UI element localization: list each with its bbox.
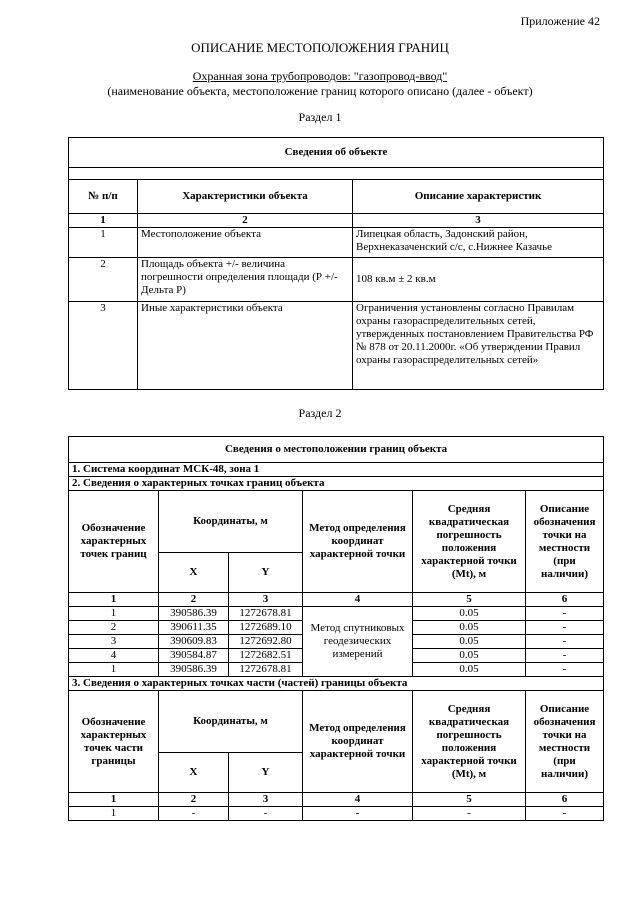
- table-row: [69, 228, 604, 258]
- row-characteristic: Площадь объекта +/- величина погрешности определения площади (Р +/- Дельта Р): [138, 258, 353, 302]
- part-point-descr: -: [526, 807, 604, 821]
- part-point-number: 1: [69, 807, 159, 821]
- table-row: [69, 607, 604, 621]
- num-cell: 1: [69, 214, 138, 228]
- point-descr: -: [526, 621, 604, 635]
- num-cell: 3: [229, 593, 303, 607]
- part-point-method: -: [303, 807, 413, 821]
- col-point-header: Обозначение характерных точек границ: [69, 491, 159, 593]
- table-row: [69, 807, 604, 821]
- point-descr: -: [526, 607, 604, 621]
- col-x-header: X: [159, 553, 229, 593]
- point-descr: -: [526, 649, 604, 663]
- num-cell: 6: [526, 593, 604, 607]
- point-error: 0.05: [413, 607, 526, 621]
- row-description: Липецкая область, Задонский район, Верхнеказаченский с/с, с.Нижнее Казачье: [353, 228, 604, 258]
- col-number-header: № п/п: [69, 180, 138, 214]
- point-descr: -: [526, 663, 604, 677]
- num-cell: 2: [138, 214, 353, 228]
- boundary-table-title: Сведения о местоположении границ объекта: [69, 437, 604, 463]
- point-error: 0.05: [413, 663, 526, 677]
- col-part-point-header: Обозначение характерных точек части границы: [69, 691, 159, 793]
- page-title: ОПИСАНИЕ МЕСТОПОЛОЖЕНИЯ ГРАНИЦ: [191, 40, 449, 55]
- row-description: 108 кв.м ± 2 кв.м: [353, 258, 604, 302]
- point-number: 1: [69, 607, 159, 621]
- table-row: [69, 258, 604, 302]
- point-number: 4: [69, 649, 159, 663]
- point-x: 390586.39: [159, 607, 229, 621]
- point-number: 1: [69, 663, 159, 677]
- col-descr-header: Описание обозначения точки на местности (при наличии): [526, 691, 604, 793]
- point-error: 0.05: [413, 649, 526, 663]
- point-number: 3: [69, 635, 159, 649]
- col-error-header: Средняя квадратическая погрешность положения характерной точки (Mt), м: [413, 491, 526, 593]
- method-cell: Метод спутниковых геодезических измерений: [303, 607, 413, 677]
- num-cell: 2: [159, 793, 229, 807]
- col-y-header: Y: [229, 753, 303, 793]
- row-number: 1: [69, 228, 138, 258]
- col-y-header: Y: [229, 553, 303, 593]
- col-coords-header: Координаты, м: [159, 491, 303, 553]
- col-x-header: X: [159, 753, 229, 793]
- row-description: Ограничения установлены согласно Правилам охраны газораспределительных сетей, утвержденных постановлением Правительства РФ № 878 от 20.11.2000г. «Об утверждении Правил охраны газораспределительных сетей»: [353, 302, 604, 390]
- section1-heading: Раздел 1: [298, 110, 342, 124]
- point-y: 1272682.51: [229, 649, 303, 663]
- part-point-error: -: [413, 807, 526, 821]
- col-coords-header: Координаты, м: [159, 691, 303, 753]
- col-descr-header: Описание обозначения точки на местности (при наличии): [526, 491, 604, 593]
- num-cell: 5: [413, 793, 526, 807]
- point-y: 1272692.80: [229, 635, 303, 649]
- col-method-header: Метод определения координат характерной точки: [303, 491, 413, 593]
- num-cell: 5: [413, 593, 526, 607]
- num-cell: 1: [69, 793, 159, 807]
- num-cell: 6: [526, 793, 604, 807]
- point-descr: -: [526, 635, 604, 649]
- point-x: 390611.35: [159, 621, 229, 635]
- row-number: 2: [69, 258, 138, 302]
- col-description-header: Описание характеристик: [353, 180, 604, 214]
- col-error-header: Средняя квадратическая погрешность положения характерной точки (Mt), м: [413, 691, 526, 793]
- spacer-row: [69, 168, 604, 180]
- point-error: 0.05: [413, 635, 526, 649]
- point-y: 1272678.81: [229, 663, 303, 677]
- part-point-y: -: [229, 807, 303, 821]
- object-note: (наименование объекта, местоположение границ которого описано (далее - объект): [107, 84, 533, 98]
- table-row: [69, 302, 604, 390]
- row-characteristic: Иные характеристики объекта: [138, 302, 353, 390]
- num-cell: 2: [159, 593, 229, 607]
- part-points-subheading: 3. Сведения о характерных точках части (частей) границы объекта: [69, 677, 604, 691]
- point-number: 2: [69, 621, 159, 635]
- point-x: 390586.39: [159, 663, 229, 677]
- col-method-header: Метод определения координат характерной точки: [303, 691, 413, 793]
- point-y: 1272678.81: [229, 607, 303, 621]
- num-cell: 3: [353, 214, 604, 228]
- col-characteristic-header: Характеристики объекта: [138, 180, 353, 214]
- num-cell: 4: [303, 793, 413, 807]
- num-cell: 4: [303, 593, 413, 607]
- row-characteristic: Местоположение объекта: [138, 228, 353, 258]
- object-info-table: [68, 137, 604, 390]
- boundary-table: [68, 436, 604, 821]
- section2-heading: Раздел 2: [298, 406, 342, 420]
- row-number: 3: [69, 302, 138, 390]
- point-error: 0.05: [413, 621, 526, 635]
- num-cell: 3: [229, 793, 303, 807]
- coordinate-system: 1. Система координат МСК-48, зона 1: [69, 463, 604, 477]
- point-x: 390609.83: [159, 635, 229, 649]
- num-cell: 1: [69, 593, 159, 607]
- appendix-label: Приложение 42: [520, 14, 600, 28]
- points-subheading: 2. Сведения о характерных точках границ объекта: [69, 477, 604, 491]
- object-info-title: Сведения об объекте: [69, 138, 604, 168]
- point-x: 390584.87: [159, 649, 229, 663]
- point-y: 1272689.10: [229, 621, 303, 635]
- object-name: Охранная зона трубопроводов: "газопровод-ввод": [192, 69, 448, 83]
- part-point-x: -: [159, 807, 229, 821]
